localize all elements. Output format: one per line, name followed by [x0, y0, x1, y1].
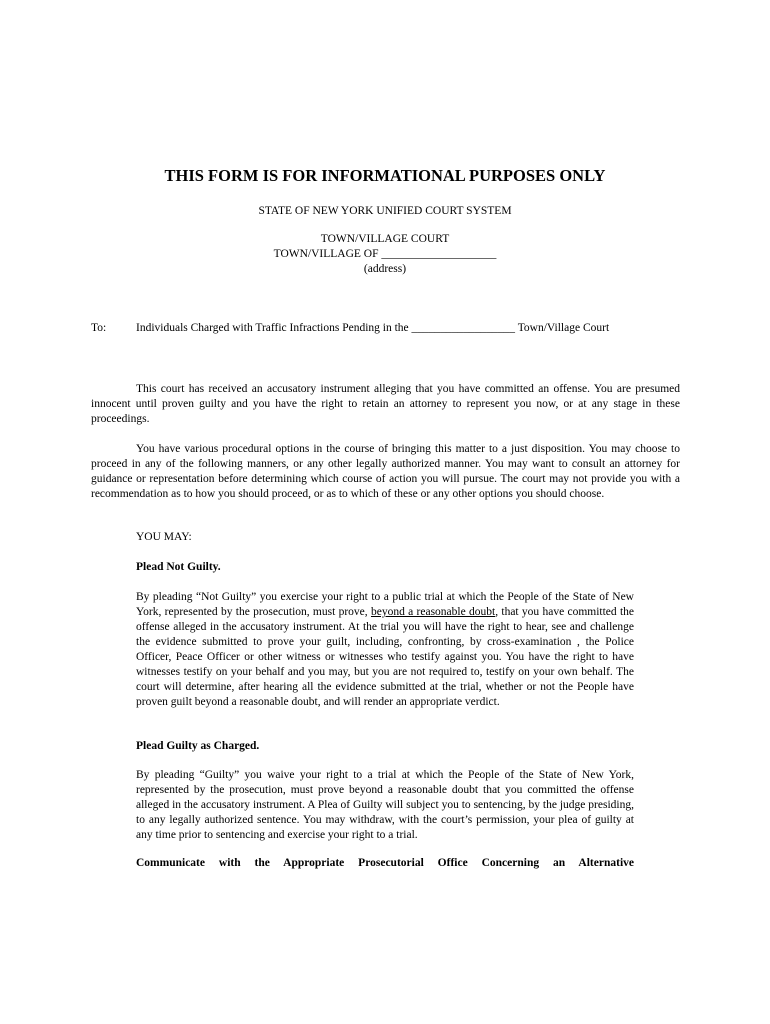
not-guilty-heading: Plead Not Guilty. [136, 561, 221, 573]
not-guilty-paragraph [136, 590, 634, 710]
guilty-paragraph: By pleading “Guilty” you waive your right to a trial at which the People of the State of New York, represented by the prosecution, must prove beyond a reasonable doubt that you committed the offense alleged in the accusatory instrument. A Plea of Guilty will subject you to sentencing, by the judge presiding, to any legally authorized sentence. You may withdraw, with the court’s permission, your plea of guilty at any time prior to sentencing and exercise your right to a trial. [136, 769, 634, 841]
address-line: (address) [363, 263, 407, 275]
not-guilty-text-underlined: beyond a reasonable doubt [370, 606, 496, 618]
recipient-label: To: [91, 322, 107, 334]
recipient-text: Individuals Charged with Traffic Infractions Pending in the __________________ Town/Village Court [136, 322, 610, 334]
town-village-line: TOWN/VILLAGE OF ____________________ [273, 248, 497, 260]
communicate-heading: Communicate with the Appropriate Prosecutorial Office Concerning an Alternative [136, 857, 634, 869]
intro-paragraph-2-text: You have various procedural options in the course of bringing this matter to a just disposition. You may choose to proceed in any of the following manners, or any other legally authorized manner. You may want to consult an attorney for guidance or representation before determining which course of action you will pursue. The court may not provide you with a recommendation as to how you should proceed, or as to which of these or any other options you should choose. [91, 443, 680, 500]
intro-paragraph-1-text: This court has received an accusatory instrument alleging that you have committed an offense. You are presumed innocent until proven guilty and you have the right to retain an attorney to represent you now, or at any stage in these proceedings. [91, 383, 680, 425]
court-name-line: TOWN/VILLAGE COURT [320, 233, 450, 245]
court-system-line: STATE OF NEW YORK UNIFIED COURT SYSTEM [258, 205, 512, 217]
not-guilty-text-after: , that you have committed the offense alleged in the accusatory instrument. At the trial you will have the right to hear, see and challenge the evidence submitted to prove your guilt, including, confronting, by cross-examination , the Police Officer, Peace Officer or other witness or witnesses who testify against you. You have the right to have witnesses testify on your behalf and you may, but you are not required to, testify on your own behalf. The court will determine, after hearing all the evidence submitted at the trial, whether or not the People have proven guilt beyond a reasonable doubt, and will render an appropriate verdict. [136, 606, 635, 708]
you-may-lead: YOU MAY: [136, 531, 192, 543]
intro-paragraph-2 [91, 442, 680, 502]
guilty-heading: Plead Guilty as Charged. [136, 740, 260, 752]
not-guilty-text-before: By pleading “Not Guilty” you exercise your right to a public trial at which the People of the State of New York, represented by the prosecution, must prove, [136, 591, 634, 618]
page-title: THIS FORM IS FOR INFORMATIONAL PURPOSES ONLY [164, 166, 606, 185]
intro-paragraph-1 [91, 382, 680, 427]
